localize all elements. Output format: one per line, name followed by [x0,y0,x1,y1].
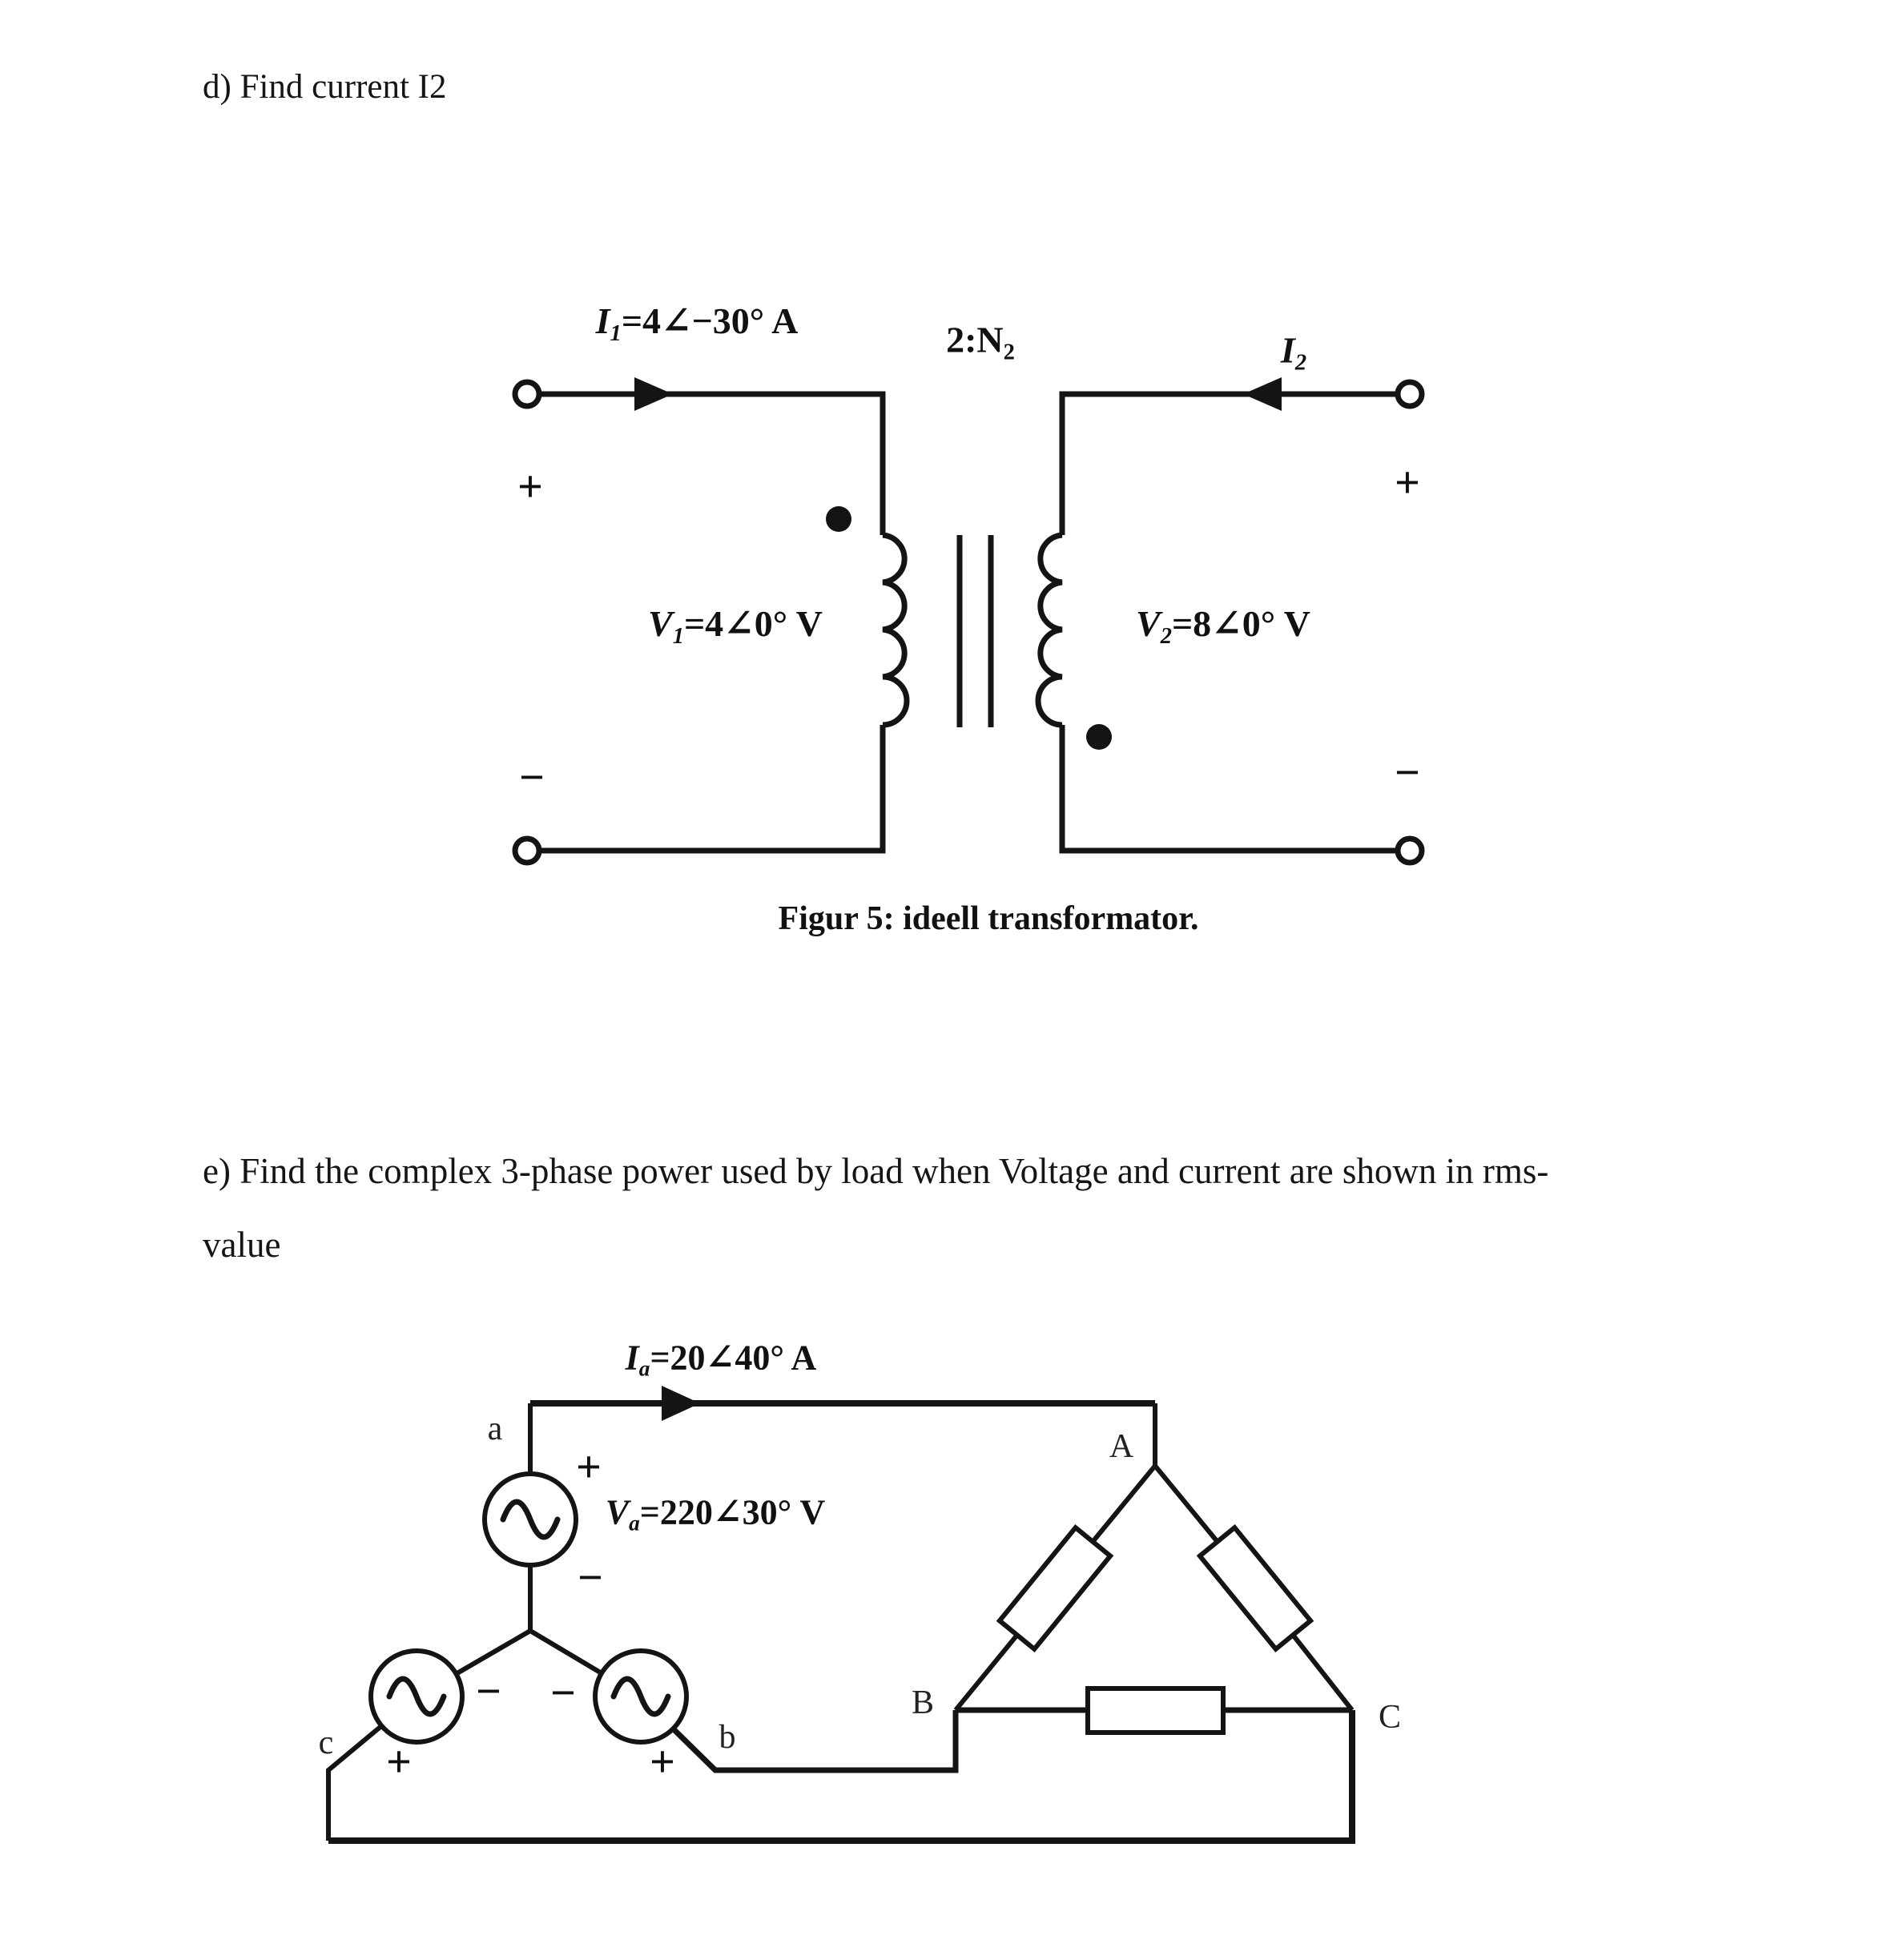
fig6-ac-source-a-icon [485,1474,576,1565]
fig5-secondary-bottom-wire [1062,725,1397,851]
label-v2-rest: =8∠0° V [1171,603,1310,644]
fig6-minus-source-a: − [578,1553,603,1603]
fig5-minus-right: − [1395,748,1420,798]
node-label-A: A [1109,1428,1134,1465]
label-ia-base: I [625,1338,639,1378]
figure5-caption: Figur 5: ideell transformator. [778,900,1199,937]
fig6-ac-source-b-icon [595,1651,686,1742]
label-ia-sub: a [638,1356,650,1381]
fig5-minus-left: − [519,753,545,803]
label-i2 [1280,329,1307,376]
fig6-leg-AC-upper [1155,1466,1218,1542]
fig6-plus-source-c: + [386,1737,412,1787]
fig6-leg-AB-upper [1093,1466,1155,1542]
label-turns-ratio [946,319,1015,365]
label-i1-base: I [595,300,610,341]
fig5-plus-right: + [1395,458,1420,508]
fig5-terminal-top-right [1398,382,1422,406]
fig5-core [960,535,991,727]
fig5-primary-dot-marker [826,506,851,532]
label-va-base: V [605,1492,630,1532]
fig5-primary-coil [883,535,907,725]
label-va-sub: a [629,1511,640,1535]
label-va [606,1492,826,1533]
label-v2-base: V [1136,603,1161,644]
label-v1 [648,602,823,649]
node-label-c: c [318,1725,334,1761]
fig5-terminal-bottom-right [1398,839,1422,863]
fig6-leg-AB-lower [956,1635,1017,1710]
label-v2 [1136,602,1310,649]
fig6-resistor-AB [1000,1527,1110,1649]
fig5-i2-arrow-icon [1243,377,1282,411]
label-v2-sub: 2 [1160,623,1172,649]
node-label-C: C [1378,1699,1402,1736]
node-label-b: b [719,1719,736,1756]
section-e-heading-line2: value [203,1225,281,1265]
fig6-plus-source-a: + [576,1443,602,1492]
node-label-B: B [911,1684,935,1721]
fig6-wire-c-down [328,1726,381,1841]
fig5-primary-bottom-wire [540,725,883,851]
fig5-i1-arrow-icon [634,377,673,411]
label-i1-rest: =4∠−30° A [621,300,799,341]
fig5-plus-left: + [517,462,543,512]
figure6-three-phase-circuit [328,1386,1352,1841]
fig6-minus-source-c: − [476,1667,501,1717]
fig5-terminal-bottom-left [515,839,539,863]
label-v1-base: V [648,603,673,644]
section-e-heading-line1: e) Find the complex 3-phase power used by load when Voltage and current are shown in rms- [203,1151,1549,1191]
label-ratio-sub: 2 [1003,340,1015,365]
label-va-rest: =220∠30° V [639,1492,826,1532]
fig5-terminal-top-left [515,382,539,406]
fig6-ac-source-c-icon [371,1651,462,1742]
fig6-leg-AC-lower [1293,1635,1352,1710]
fig5-secondary-coil [1038,535,1062,725]
fig5-secondary-top-wire [1062,394,1397,535]
label-i2-base: I [1280,329,1295,371]
node-label-a: a [487,1411,503,1447]
label-i1 [595,299,799,346]
label-i1-sub: 1 [610,320,622,346]
label-v1-rest: =4∠0° V [683,603,823,644]
fig5-secondary-dot-marker [1086,724,1112,750]
fig6-resistor-BC [1088,1688,1223,1733]
label-ia-rest: =20∠40° A [650,1338,817,1378]
fig6-ia-arrow-icon [662,1386,700,1421]
fig6-minus-source-b: − [550,1668,576,1718]
label-i2-sub: 2 [1294,350,1307,376]
fig6-resistor-AC [1200,1527,1310,1649]
section-d-heading: d) Find current I2 [203,68,447,106]
fig6-plus-source-b: + [650,1737,675,1787]
label-v1-sub: 1 [672,623,684,649]
fig6-wire-neutral-to-b [530,1631,602,1673]
label-ia [625,1338,817,1381]
label-ratio-base: 2:N [946,319,1004,360]
